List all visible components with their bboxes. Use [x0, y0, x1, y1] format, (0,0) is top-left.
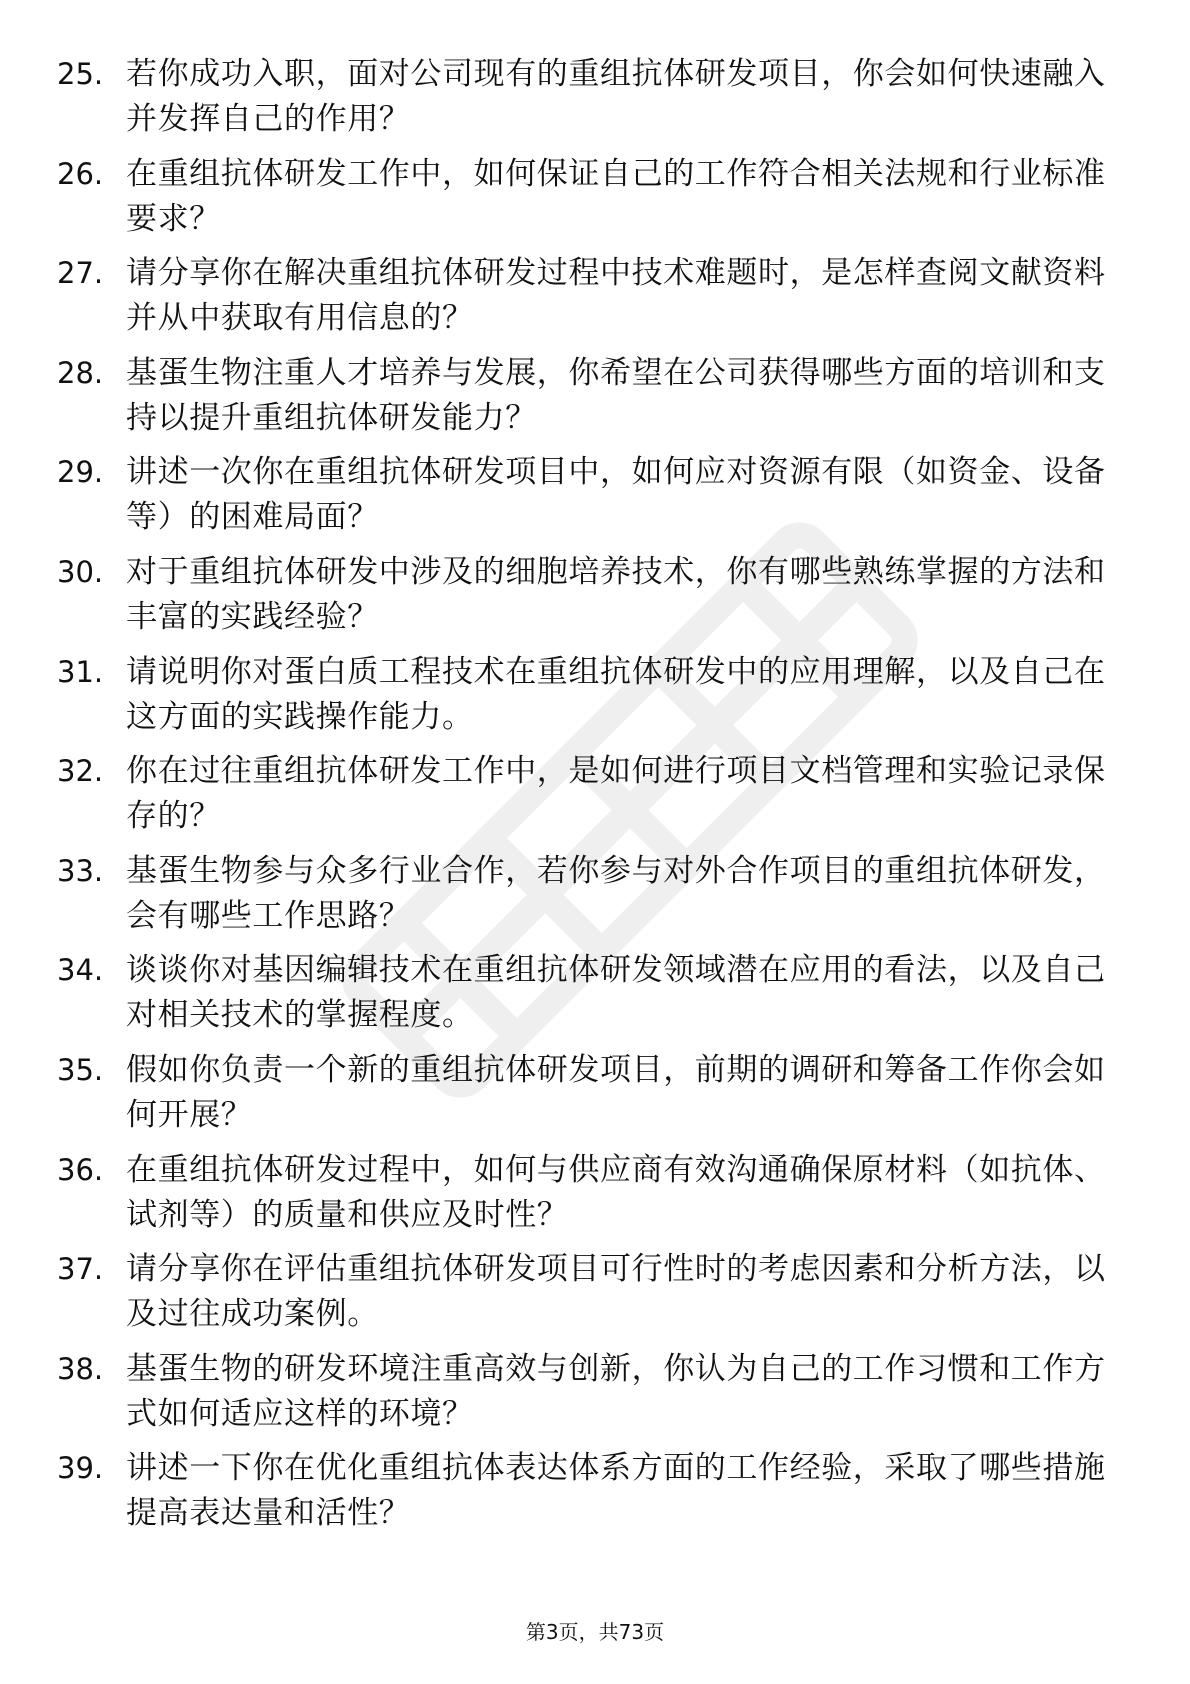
question-text: 基蛋生物的研发环境注重高效与创新，你认为自己的工作习惯和工作方式如何适应这样的环境？: [126, 1350, 1106, 1432]
question-text: 请分享你在解决重组抗体研发过程中技术难题时，是怎样查阅文献资料并从中获取有用信息的？: [126, 255, 1106, 337]
question-number: 36.: [57, 1152, 104, 1187]
question-number: 33.: [57, 853, 104, 888]
question-number: 26.: [57, 156, 104, 191]
question-number: 31.: [57, 654, 104, 689]
question-text: 谈谈你对基因编辑技术在重组抗体研发领域潜在应用的看法，以及自己对相关技术的掌握程度。: [126, 952, 1106, 1034]
question-number: 39.: [57, 1451, 104, 1486]
question-number: 28.: [57, 355, 104, 390]
question-item: [57, 351, 1117, 451]
question-text: 请说明你对蛋白质工程技术在重组抗体研发中的应用理解，以及自己在这方面的实践操作能力。: [126, 653, 1106, 735]
question-number: 38.: [57, 1351, 104, 1386]
question-text: 你在过往重组抗体研发工作中，是如何进行项目文档管理和实验记录保存的？: [126, 753, 1106, 835]
question-item: [57, 1347, 1117, 1447]
question-number: 29.: [57, 455, 104, 490]
question-number: 34.: [57, 953, 104, 988]
question-text: 基蛋生物参与众多行业合作，若你参与对外合作项目的重组抗体研发，会有哪些工作思路？: [126, 852, 1106, 934]
question-item: [57, 749, 1117, 849]
question-list: [57, 52, 1117, 1546]
question-text: 在重组抗体研发过程中，如何与供应商有效沟通确保原材料（如抗体、试剂等）的质量和供应及时性？: [126, 1151, 1106, 1233]
question-item: [57, 849, 1117, 949]
question-text: 假如你负责一个新的重组抗体研发项目，前期的调研和筹备工作你会如何开展？: [126, 1051, 1106, 1133]
question-number: 25.: [57, 57, 104, 91]
question-item: [57, 1446, 1117, 1546]
question-text: 对于重组抗体研发中涉及的细胞培养技术，你有哪些熟练掌握的方法和丰富的实践经验？: [126, 553, 1106, 635]
question-item: [57, 550, 1117, 650]
question-item: [57, 450, 1117, 550]
question-text: 讲述一次你在重组抗体研发项目中，如何应对资源有限（如资金、设备等）的困难局面？: [126, 454, 1106, 536]
question-item: [57, 251, 1117, 351]
question-item: [57, 1048, 1117, 1148]
question-item: [57, 948, 1117, 1048]
question-item: [57, 650, 1117, 750]
question-text: 基蛋生物注重人才培养与发展，你希望在公司获得哪些方面的培训和支持以提升重组抗体研发能力？: [126, 354, 1106, 436]
question-number: 32.: [57, 754, 104, 789]
question-item: [57, 152, 1117, 252]
question-item: [57, 1247, 1117, 1347]
question-text: 在重组抗体研发工作中，如何保证自己的工作符合相关法规和行业标准要求？: [126, 155, 1106, 237]
question-text: 若你成功入职，面对公司现有的重组抗体研发项目，你会如何快速融入并发挥自己的作用？: [126, 56, 1106, 137]
question-text: 讲述一下你在优化重组抗体表达体系方面的工作经验，采取了哪些措施提高表达量和活性？: [126, 1450, 1106, 1532]
question-item: [57, 52, 1117, 152]
question-number: 37.: [57, 1252, 104, 1287]
question-text: 请分享你在评估重组抗体研发项目可行性时的考虑因素和分析方法，以及过往成功案例。: [126, 1251, 1106, 1333]
question-number: 30.: [57, 554, 104, 589]
question-number: 27.: [57, 256, 104, 291]
question-number: 35.: [57, 1052, 104, 1087]
page-number-footer: 第3页，共73页: [525, 1620, 665, 1644]
question-item: [57, 1148, 1117, 1248]
